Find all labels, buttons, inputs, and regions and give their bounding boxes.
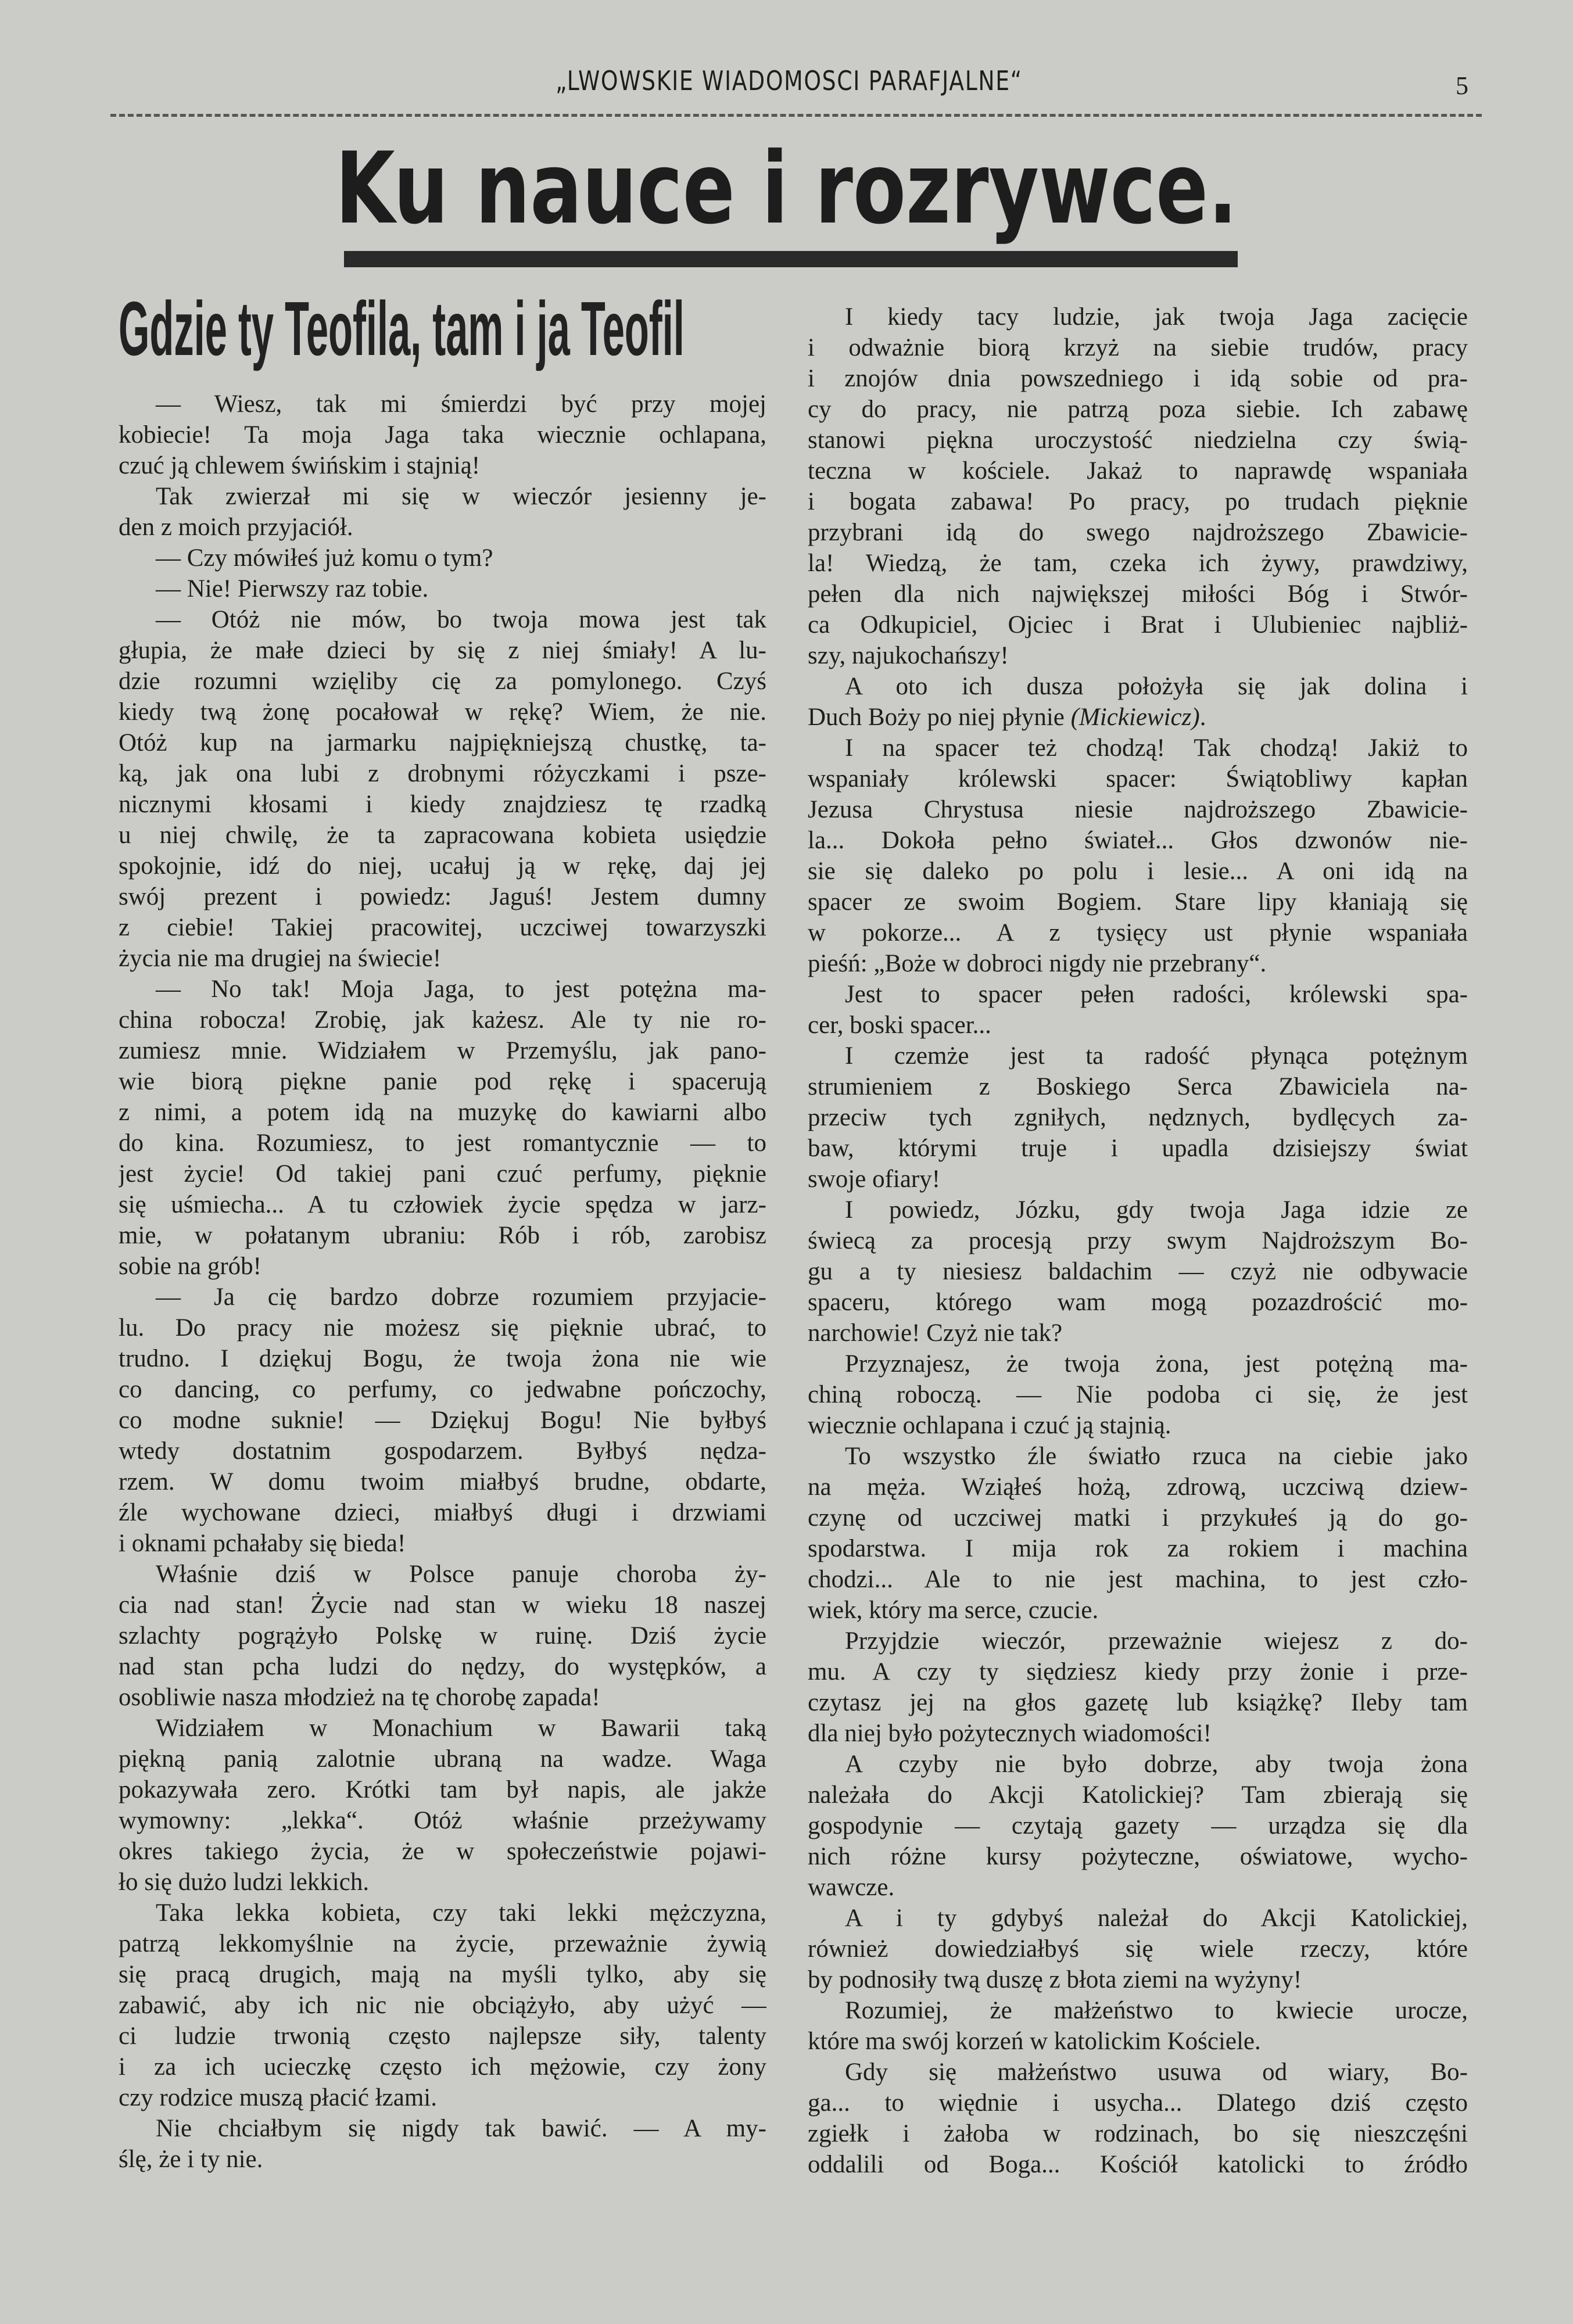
text-line: spodarstwa. I mija rok za rokiem i machina (808, 1535, 1468, 1562)
text-line: ło się dużo ludzi lekkich. (119, 1868, 370, 1896)
text-line: jest życie! Od takiej pani czuć perfumy, pięknie (119, 1160, 766, 1188)
text-line: baw, którymi truje i upadla dzisiejszy świat (808, 1135, 1468, 1162)
text-line: — Ja cię bardzo dobrze rozumiem przyjacie- (156, 1283, 766, 1311)
text-line: świecą za procesją przy swym Najdroższym Bo- (808, 1227, 1468, 1254)
text-line: rzem. W domu twoim miałbyś brudne, obdarte, (119, 1468, 766, 1495)
text-line: swój prezent i powiedz: Jaguś! Jestem dumny (119, 883, 766, 910)
text-line: Jezusa Chrystusa niesie najdroższego Zbawicie- (808, 796, 1468, 823)
text-line: swoje ofiary! (808, 1165, 941, 1193)
header-rule (110, 114, 1482, 117)
text-line: i za ich ucieczkę często ich mężowie, czy żony (119, 2053, 766, 2081)
text-line: — No tak! Moja Jaga, to jest potężna ma- (156, 975, 766, 1003)
text-line: mu. A czy ty siędziesz kiedy przy żonie i prze- (808, 1658, 1468, 1685)
text-line: narchowie! Czyż nie tak? (808, 1319, 1063, 1347)
paragraph (119, 1559, 766, 1713)
citation: (Mickiewicz) (1070, 704, 1200, 731)
text-line: mie, w połatanym ubraniu: Rób i rób, zarobisz (119, 1222, 766, 1249)
text-line: I kiedy tacy ludzie, jak twoja Jaga zacięcie (845, 303, 1468, 331)
paragraph (119, 1898, 766, 2113)
left-column (119, 389, 766, 2175)
text-line: ca Odkupiciel, Ojciec i Brat i Ulubieniec najbliż- (808, 611, 1468, 639)
text-line: ślę, że i ty nie. (119, 2146, 263, 2173)
text-line: spacer ze swoim Bogiem. Stare lipy kłaniają się (808, 888, 1468, 916)
text-line: czy rodzice muszą płacić łzami. (119, 2084, 437, 2111)
text-line: A i ty gdybyś należał do Akcji Katolickiej, (845, 1905, 1468, 1932)
text-line: china robocza! Zrobię, jak każesz. Ale ty nie ro- (119, 1006, 766, 1034)
text-line: chiną roboczą. — Nie podoba ci się, że jest (808, 1381, 1468, 1408)
paragraph (808, 1995, 1468, 2057)
text-line: i odważnie biorą krzyż na siebie trudów, pracy (808, 334, 1468, 361)
text-line: pełen dla nich największej miłości Bóg i Stwór- (808, 580, 1468, 608)
text-line: ką, jak ona lubi z drobnymi różyczkami i psze- (119, 760, 766, 787)
text-line: cia nad stan! Życie nad stan w wieku 18 naszej (119, 1591, 766, 1619)
right-column (808, 302, 1468, 2180)
text-line: Gdy się małżeństwo usuwa od wiary, Bo- (845, 2058, 1468, 2086)
paragraph (119, 974, 766, 1282)
text-line: co modne suknie! — Dziękuj Bogu! Nie byłbyś (119, 1407, 766, 1434)
text-line: gospodynie — czytają gazety — urządza się dla (808, 1812, 1468, 1839)
text-line: okres takiego życia, że w społeczeństwie pojawi- (119, 1838, 766, 1865)
paragraph (119, 481, 766, 543)
text-line: teczna w kościele. Jakaż to naprawdę wspaniała (808, 457, 1468, 485)
paragraph (119, 573, 766, 604)
paragraph (808, 302, 1468, 671)
paragraph (808, 1903, 1468, 1995)
text-line: dzie rozumni wzięliby cię za pomylonego. Czyś (119, 668, 766, 695)
text-line: wiek, który ma serce, czucie. (808, 1597, 1099, 1624)
text-line: które ma swój korzeń w katolickim Kościele. (808, 2028, 1261, 2055)
text-line: u niej chwilę, że ta zapracowana kobieta usiędzie (119, 822, 766, 849)
text-line: wtedy dostatnim gospodarzem. Byłbyś nędza- (119, 1437, 766, 1465)
text-line: nich różne kursy pożyteczne, oświatowe, wycho- (808, 1843, 1468, 1870)
paragraph (808, 2057, 1468, 2180)
paragraph (119, 2113, 766, 2175)
text-line: przybrani idą do swego najdroższego Zbawicie- (808, 519, 1468, 546)
text-segment: Duch Boży po niej płynie (808, 704, 1071, 731)
text-line (808, 702, 1468, 733)
text-line: Tak zwierzał mi się w wieczór jesienny je- (156, 483, 766, 510)
text-line: — Czy mówiłeś już komu o tym? (156, 544, 493, 572)
text-line: zumiesz mnie. Widziałem w Przemyślu, jak pano- (119, 1037, 766, 1064)
text-line: zabawić, aby ich nic nie obciążyło, aby użyć — (119, 1992, 766, 2019)
text-line: la! Wiedzą, że tam, czeka ich żywy, prawdziwy, (808, 550, 1468, 577)
paragraph (119, 389, 766, 481)
text-line: w pokorze... A z tysięcy ust płynie wspaniała (808, 919, 1468, 946)
text-line: ci ludzie trwonią często najlepsze siły, talenty (119, 2022, 766, 2050)
text-line: spokojnie, idź do niej, ucałuj ją w rękę, daj jej (119, 852, 766, 880)
text-line: Rozumiej, że małżeństwo to kwiecie urocze, (845, 1997, 1468, 2024)
text-line: cer, boski spacer... (808, 1012, 991, 1039)
text-line: Taka lekka kobieta, czy taki lekki mężczyzna, (156, 1899, 766, 1927)
text-line: — Nie! Pierwszy raz tobie. (156, 575, 429, 602)
text-line: la... Dokoła pełno świateł... Głos dzwonów nie- (808, 827, 1468, 854)
text-line: gu a ty niesiesz baldachim — czyż nie odbywacie (808, 1258, 1468, 1285)
text-line: należała do Akcji Katolickiej? Tam zbierają się (808, 1781, 1468, 1809)
text-line: I powiedz, Józku, gdy twoja Jaga idzie ze (845, 1196, 1468, 1224)
text-line: cy do pracy, nie patrzą poza siebie. Ich zabawę (808, 396, 1468, 423)
text-line: Przyjdzie wieczór, przeważnie wiejesz z do- (845, 1627, 1468, 1655)
text-line: się pracą drugich, mają na myśli tylko, aby się (119, 1961, 766, 1988)
paragraph (808, 1749, 1468, 1903)
paragraph (808, 1195, 1468, 1349)
text-line: Widziałem w Monachium w Bawarii taką (156, 1715, 766, 1742)
text-line: sie się daleko po polu i lesie... A oni idą na (808, 858, 1468, 885)
text-line: To wszystko źle światło rzuca na ciebie jako (845, 1443, 1468, 1470)
paragraph (119, 604, 766, 974)
text-line: nad stan pcha ludzi do nędzy, do występków, a (119, 1653, 766, 1680)
text-line: patrzą lekkomyślnie na życie, przeważnie żywią (119, 1930, 766, 1957)
text-segment: . (1199, 704, 1206, 731)
text-line: nicznymi kłosami i kiedy znajdziesz tę rzadką (119, 791, 766, 818)
text-line: Otóż kup na jarmarku najpiękniejszą chustkę, ta- (119, 729, 766, 756)
text-line: głupia, że małe dzieci by się z niej śmiały! A lu- (119, 637, 766, 664)
text-line: — Otóż nie mów, bo twoja mowa jest tak (156, 606, 766, 633)
text-line: wspaniały królewski spacer: Świątobliwy kapłan (808, 765, 1468, 792)
text-line: i znojów dnia powszedniego i idą sobie od pra- (808, 365, 1468, 392)
text-line: i bogata zabawa! Po pracy, po trudach pięknie (808, 488, 1468, 515)
paragraph (808, 1349, 1468, 1441)
article-heading: Gdzie ty Teofila, tam i ja Teofil (119, 286, 685, 371)
text-line: na męża. Wziąłeś hożą, zdrową, uczciwą dziew- (808, 1473, 1468, 1501)
text-line: A oto ich dusza położyła się jak dolina i (845, 673, 1468, 700)
paragraph (119, 543, 766, 573)
text-line: by podnosiły twą duszę z błota ziemi na wyżyny! (808, 1966, 1302, 1993)
text-line: sobie na grób! (119, 1253, 261, 1280)
text-line: stanowi piękna uroczystość niedzielna czy świą- (808, 426, 1468, 454)
text-line: ga... to więdnie i usycha... Dlatego dziś często (808, 2089, 1468, 2117)
text-line: szy, najukochańszy! (808, 642, 1009, 669)
text-line: zgiełk i żałoba w rodzinach, bo się nieszczęśni (808, 2120, 1468, 2147)
paragraph (119, 1282, 766, 1559)
text-line: wiecznie ochlapana i czuć ją stajnią. (808, 1412, 1171, 1439)
text-line: się uśmiecha... A tu człowiek życie spędza w jarz- (119, 1191, 766, 1218)
paragraph (808, 1441, 1468, 1626)
text-line: — Wiesz, tak mi śmierdzi być przy mojej (156, 390, 766, 418)
text-line: źle wychowane dzieci, miałbyś długi i drzwiami (119, 1499, 766, 1526)
text-line: oddalili od Boga... Kościół katolicki to źródło (808, 2151, 1468, 2178)
paragraph (808, 1041, 1468, 1195)
text-line: I na spacer też chodzą! Tak chodzą! Jakiż to (845, 734, 1468, 762)
text-line: czytasz jej na głos gazetę lub książkę? Ileby tam (808, 1689, 1468, 1716)
text-line: Przyznajesz, że twoja żona, jest potężną ma- (845, 1350, 1468, 1378)
text-line: i oknami pchałaby się bieda! (119, 1530, 406, 1557)
text-line: piękną panią zalotnie ubraną na wadze. Waga (119, 1745, 766, 1773)
text-line: den z moich przyjaciół. (119, 514, 353, 541)
section-title-text: Ku nauce i rozrywce. (335, 131, 1238, 246)
text-line: Właśnie dziś w Polsce panuje choroba ży- (156, 1561, 766, 1588)
paragraph (808, 979, 1468, 1041)
text-line: życia nie ma drugiej na świecie! (119, 945, 442, 972)
text-line: wymowny: „lekka“. Otóż właśnie przeżywamy (119, 1807, 766, 1834)
text-line: z ciebie! Takiej pracowitej, uczciwej towarzyszki (119, 914, 766, 941)
text-line: wie biorą piękne panie pod rękę i spacerują (119, 1068, 766, 1095)
text-line: Nie chciałbym się nigdy tak bawić. — A my- (156, 2115, 766, 2142)
text-line: chodzi... Ale to nie jest machina, to jest czło- (808, 1566, 1468, 1593)
text-line: wawcze. (808, 1874, 895, 1901)
text-line: dla niej było pożytecznych wiadomości! (808, 1720, 1212, 1747)
text-line: A czyby nie było dobrze, aby twoja żona (845, 1751, 1468, 1778)
text-line: strumieniem z Boskiego Serca Zbawiciela na- (808, 1073, 1468, 1100)
text-line: co dancing, co perfumy, co jedwabne pończochy, (119, 1376, 766, 1403)
paragraph (808, 1626, 1468, 1749)
running-header: „LWOWSKIE WIADOMOSCI PARAFJALNE“ (555, 65, 1023, 96)
text-line: pieśń: „Boże w dobroci nigdy nie przebrany“. (808, 950, 1267, 977)
text-line: trudno. I dziękuj Bogu, że twoja żona nie wie (119, 1345, 766, 1372)
text-line: czynę od uczciwej matki i przykułeś ją do go- (808, 1504, 1468, 1532)
text-line: osobliwie nasza młodzież na tę chorobę zapada! (119, 1684, 600, 1711)
text-line: do kina. Rozumiesz, to jest romantycznie — to (119, 1129, 766, 1157)
text-line: również dowiedziałbyś się wiele rzeczy, które (808, 1935, 1468, 1963)
text-line: kobiecie! Ta moja Jaga taka wiecznie ochlapana, (119, 421, 766, 449)
text-line: Jest to spacer pełen radości, królewski spa- (845, 981, 1468, 1008)
text-line: I czemże jest ta radość płynąca potężnym (845, 1042, 1468, 1070)
text-line: kiedy twą żonę pocałował w rękę? Wiem, że nie. (119, 698, 766, 726)
text-line: szlachty pogrążyło Polskę w ruinę. Dziś życie (119, 1622, 766, 1649)
paragraph (808, 733, 1468, 979)
paragraph (808, 671, 1468, 733)
text-line: lu. Do pracy nie możesz się pięknie ubrać, to (119, 1314, 766, 1342)
text-line: przeciw tych zgniłych, nędznych, bydlęcych za- (808, 1104, 1468, 1131)
page-number: 5 (1456, 71, 1468, 100)
text-line: czuć ją chlewem świńskim i stajnią! (119, 452, 481, 479)
section-title (0, 131, 1573, 246)
text-line: z nimi, a potem idą na muzykę do kawiarni albo (119, 1099, 766, 1126)
text-line: spaceru, którego wam mogą pozazdrościć mo- (808, 1289, 1468, 1316)
text-line: pokazywała zero. Krótki tam był napis, ale jakże (119, 1776, 766, 1803)
paragraph (119, 1713, 766, 1898)
title-underline-bar (344, 251, 1238, 267)
